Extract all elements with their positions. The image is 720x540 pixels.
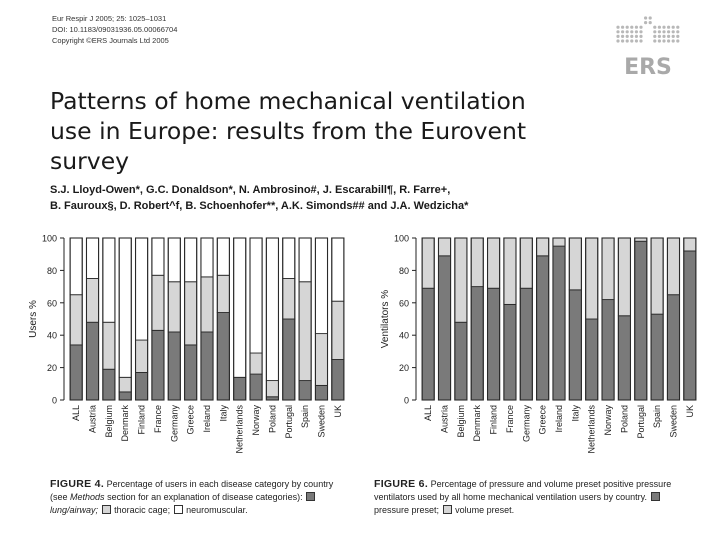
bar-segment-thoracic-cage xyxy=(250,353,262,374)
logo-dot xyxy=(667,26,670,29)
bar-segment-pressure-preset xyxy=(488,288,500,400)
bar-segment-neuromuscular xyxy=(152,238,164,275)
logo-dot xyxy=(658,30,661,33)
logo-dot xyxy=(667,39,670,42)
logo-dot xyxy=(621,39,624,42)
y-axis-label: Users % xyxy=(28,300,39,338)
bar-segment-thoracic-cage xyxy=(332,301,344,359)
bar-segment-pressure-preset xyxy=(455,322,467,400)
logo-dot xyxy=(635,35,638,38)
x-tick-label: Italy xyxy=(570,405,581,422)
logo-dot xyxy=(630,30,633,33)
bar-segment-neuromuscular xyxy=(299,238,311,282)
y-tick-label: 60 xyxy=(46,298,57,309)
x-tick-label: UK xyxy=(332,405,343,418)
logo-dot xyxy=(644,16,647,19)
x-tick-label: Greece xyxy=(185,405,196,435)
logo-dot xyxy=(635,39,638,42)
bar-segment-volume-preset xyxy=(602,238,614,300)
bar-segment-neuromuscular xyxy=(136,238,148,340)
y-tick-label: 100 xyxy=(41,233,57,244)
bar-segment-volume-preset xyxy=(488,238,500,288)
bar-segment-volume-preset xyxy=(422,238,434,288)
bar-segment-neuromuscular xyxy=(201,238,213,277)
logo-dot xyxy=(630,39,633,42)
logo-dot xyxy=(672,35,675,38)
bar-segment-lung-airway xyxy=(152,330,164,400)
logo-dot xyxy=(626,30,629,33)
doi-line: DOI: 10.1183/09031936.05.00066704 xyxy=(52,25,178,34)
x-tick-label: Spain xyxy=(300,405,311,429)
bar-segment-neuromuscular xyxy=(86,238,98,279)
x-tick-label: ALL xyxy=(423,405,434,422)
bar-segment-volume-preset xyxy=(553,238,565,246)
bar-segment-thoracic-cage xyxy=(136,340,148,372)
figure-6-label: FIGURE 6. xyxy=(374,478,429,490)
bar-segment-lung-airway xyxy=(299,381,311,400)
logo-dot xyxy=(649,21,652,24)
bar-segment-lung-airway xyxy=(70,345,82,400)
legend-volume-preset: volume preset. xyxy=(455,505,515,515)
x-tick-label: France xyxy=(504,405,515,434)
bar-segment-lung-airway xyxy=(332,360,344,401)
bar-segment-lung-airway xyxy=(315,385,327,400)
logo-dot xyxy=(616,30,619,33)
bar-segment-neuromuscular xyxy=(332,238,344,301)
bar-segment-volume-preset xyxy=(438,238,450,256)
x-tick-label: Austria xyxy=(87,405,98,434)
logo-dot xyxy=(626,35,629,38)
x-tick-label: Austria xyxy=(439,405,450,434)
bar-segment-thoracic-cage xyxy=(217,275,229,312)
figure-4-chart xyxy=(14,226,354,464)
x-tick-label: Sweden xyxy=(668,405,679,438)
legend-pressure-preset: pressure preset; xyxy=(374,505,440,515)
bar-segment-lung-airway xyxy=(136,372,148,400)
x-tick-label: Denmark xyxy=(120,405,131,442)
logo-dot xyxy=(616,35,619,38)
neuromuscular-swatch xyxy=(174,505,183,514)
figure-6-chart xyxy=(366,226,706,464)
logo-dot xyxy=(662,30,665,33)
logo-dot xyxy=(653,30,656,33)
x-tick-label: Norway xyxy=(603,405,614,436)
bar-segment-neuromuscular xyxy=(70,238,82,295)
logo-dot xyxy=(662,39,665,42)
y-tick-label: 20 xyxy=(398,363,409,374)
logo-dot xyxy=(653,26,656,29)
bar-segment-thoracic-cage xyxy=(168,282,180,332)
figure-4-text-cont: section for an explanation of disease categories): xyxy=(104,492,303,502)
x-tick-label: Norway xyxy=(251,405,262,436)
bar-segment-thoracic-cage xyxy=(283,279,295,320)
authors-line-1: S.J. Lloyd-Owen*, G.C. Donaldson*, N. Ambrosino#, J. Escarabill¶, R. Farre+, xyxy=(50,184,451,196)
bar-segment-volume-preset xyxy=(684,238,696,251)
bar-segment-volume-preset xyxy=(537,238,549,256)
bar-segment-neuromuscular xyxy=(315,238,327,334)
bar-segment-pressure-preset xyxy=(667,295,679,400)
bar-segment-volume-preset xyxy=(455,238,467,322)
x-tick-label: Italy xyxy=(218,405,229,422)
y-axis-label: Ventilators % xyxy=(380,289,391,349)
legend-neuromuscular: neuromuscular. xyxy=(186,505,248,515)
logo-dot xyxy=(662,35,665,38)
logo-dot xyxy=(630,26,633,29)
x-tick-label: Portugal xyxy=(635,405,646,439)
logo-dot xyxy=(653,35,656,38)
logo-dot xyxy=(621,30,624,33)
x-tick-label: Finland xyxy=(136,405,147,435)
bar-segment-thoracic-cage xyxy=(103,322,115,369)
bar-segment-lung-airway xyxy=(185,345,197,400)
figure-4-caption xyxy=(50,478,350,517)
bar-segment-pressure-preset xyxy=(618,316,630,400)
bar-segment-lung-airway xyxy=(86,322,98,400)
x-tick-label: Belgium xyxy=(455,405,466,438)
bar-segment-volume-preset xyxy=(586,238,598,319)
logo-dot xyxy=(672,26,675,29)
x-tick-label: Spain xyxy=(652,405,663,429)
bar-segment-thoracic-cage xyxy=(299,282,311,381)
x-tick-label: Denmark xyxy=(472,405,483,442)
bar-segment-pressure-preset xyxy=(586,319,598,400)
x-tick-label: Germany xyxy=(521,405,532,443)
figure-4-label: FIGURE 4. xyxy=(50,478,105,490)
figure-4-methods: Methods xyxy=(70,492,105,502)
x-tick-label: Poland xyxy=(619,405,630,434)
bar-segment-pressure-preset xyxy=(602,300,614,400)
bar-segment-pressure-preset xyxy=(422,288,434,400)
x-tick-label: Netherlands xyxy=(234,405,245,454)
legend-lung-airway: lung/airway; xyxy=(50,505,99,515)
x-tick-label: UK xyxy=(684,405,695,418)
x-tick-label: Greece xyxy=(537,405,548,435)
y-tick-label: 40 xyxy=(46,330,57,341)
logo-dot xyxy=(639,26,642,29)
ers-lungs-logo xyxy=(612,12,684,88)
lung-airway-swatch xyxy=(306,492,315,501)
bar-segment-neuromuscular xyxy=(103,238,115,322)
bar-segment-neuromuscular xyxy=(185,238,197,282)
y-tick-label: 100 xyxy=(393,233,409,244)
copyright-line: Copyright ©ERS Journals Ltd 2005 xyxy=(52,36,169,45)
logo-dot xyxy=(635,26,638,29)
bar-segment-pressure-preset xyxy=(520,288,532,400)
logo-dot xyxy=(676,35,679,38)
logo-dot xyxy=(639,35,642,38)
y-tick-label: 60 xyxy=(398,298,409,309)
figure-4-text: Percentage of users in each disease category by country (see xyxy=(50,479,334,502)
author-list xyxy=(50,182,670,214)
bar-segment-pressure-preset xyxy=(553,246,565,400)
bar-segment-pressure-preset xyxy=(635,241,647,400)
bar-segment-pressure-preset xyxy=(684,251,696,400)
bar-segment-volume-preset xyxy=(569,238,581,290)
bar-segment-pressure-preset xyxy=(438,256,450,400)
logo-dot xyxy=(616,26,619,29)
bar-segment-lung-airway xyxy=(250,374,262,400)
x-tick-label: Finland xyxy=(488,405,499,435)
pressure-preset-swatch xyxy=(651,492,660,501)
bar-segment-thoracic-cage xyxy=(266,381,278,397)
logo-dot xyxy=(672,39,675,42)
figure-6-text: Percentage of pressure and volume preset positive pressure ventilators used by all home mechanical ventilation users by country. xyxy=(374,479,672,502)
bar-segment-thoracic-cage xyxy=(152,275,164,330)
logo-text: ERS xyxy=(624,55,672,80)
bar-segment-neuromuscular xyxy=(168,238,180,282)
logo-dot xyxy=(653,39,656,42)
bar-segment-neuromuscular xyxy=(283,238,295,279)
x-tick-label: Sweden xyxy=(316,405,327,438)
bar-segment-volume-preset xyxy=(618,238,630,316)
article-title: Patterns of home mechanical ventilation use in Europe: results from the Eurovent survey xyxy=(50,86,527,175)
legend-thoracic-cage: thoracic cage; xyxy=(114,505,171,515)
logo-dot xyxy=(658,26,661,29)
bar-segment-pressure-preset xyxy=(537,256,549,400)
citation-block xyxy=(52,13,177,46)
y-tick-label: 20 xyxy=(46,363,57,374)
logo-dot xyxy=(639,30,642,33)
y-tick-label: 0 xyxy=(403,395,409,406)
bar-segment-pressure-preset xyxy=(569,290,581,400)
bar-segment-lung-airway xyxy=(217,313,229,400)
logo-dot xyxy=(626,26,629,29)
x-tick-label: Belgium xyxy=(103,405,114,438)
logo-dot xyxy=(621,26,624,29)
x-tick-label: Ireland xyxy=(554,405,564,433)
bar-segment-neuromuscular xyxy=(217,238,229,275)
logo-dot xyxy=(676,26,679,29)
logo-dot xyxy=(667,30,670,33)
x-tick-label: Ireland xyxy=(202,405,212,433)
bar-segment-thoracic-cage xyxy=(86,279,98,323)
logo-dot xyxy=(667,35,670,38)
bar-segment-lung-airway xyxy=(234,377,246,400)
x-tick-label: Poland xyxy=(267,405,278,434)
x-tick-label: Germany xyxy=(169,405,180,443)
logo-dot xyxy=(621,35,624,38)
bar-segment-volume-preset xyxy=(651,238,663,314)
logo-dot xyxy=(639,39,642,42)
bar-segment-volume-preset xyxy=(520,238,532,288)
bar-segment-lung-airway xyxy=(103,369,115,400)
bar-segment-neuromuscular xyxy=(234,238,246,377)
logo-dot xyxy=(649,16,652,19)
bar-segment-thoracic-cage xyxy=(201,277,213,332)
bar-segment-lung-airway xyxy=(201,332,213,400)
bar-segment-thoracic-cage xyxy=(70,295,82,345)
y-tick-label: 0 xyxy=(51,395,57,406)
logo-dot xyxy=(676,39,679,42)
bar-segment-lung-airway xyxy=(283,319,295,400)
y-tick-label: 80 xyxy=(46,265,57,276)
logo-dot xyxy=(658,39,661,42)
bar-segment-volume-preset xyxy=(667,238,679,295)
bar-segment-neuromuscular xyxy=(266,238,278,381)
figure-6-caption xyxy=(374,478,694,517)
bar-segment-lung-airway xyxy=(119,392,131,400)
logo-dot xyxy=(630,35,633,38)
bar-segment-lung-airway xyxy=(168,332,180,400)
logo-dots-icon xyxy=(616,16,679,42)
y-tick-label: 40 xyxy=(398,330,409,341)
bar-segment-thoracic-cage xyxy=(315,334,327,386)
thoracic-cage-swatch xyxy=(102,505,111,514)
logo-dot xyxy=(662,26,665,29)
logo-dot xyxy=(676,30,679,33)
logo-dot xyxy=(672,30,675,33)
citation-line: Eur Respir J 2005; 25: 1025–1031 xyxy=(52,14,167,23)
logo-dot xyxy=(635,30,638,33)
authors-line-2: B. Fauroux§, D. Robert^f, B. Schoenhofer**, A.K. Simonds## and J.A. Wedzicha* xyxy=(50,200,469,212)
bar-segment-pressure-preset xyxy=(651,314,663,400)
x-tick-label: France xyxy=(152,405,163,434)
bar-segment-volume-preset xyxy=(471,238,483,287)
bar-segment-neuromuscular xyxy=(119,238,131,377)
logo-dot xyxy=(644,21,647,24)
bar-segment-pressure-preset xyxy=(504,304,516,400)
x-tick-label: ALL xyxy=(71,405,82,422)
y-tick-label: 80 xyxy=(398,265,409,276)
bar-segment-pressure-preset xyxy=(471,287,483,400)
bar-segment-thoracic-cage xyxy=(185,282,197,345)
logo-dot xyxy=(626,39,629,42)
x-tick-label: Portugal xyxy=(283,405,294,439)
bar-segment-neuromuscular xyxy=(250,238,262,353)
bar-segment-thoracic-cage xyxy=(119,377,131,392)
volume-preset-swatch xyxy=(443,505,452,514)
logo-dot xyxy=(616,39,619,42)
bar-segment-volume-preset xyxy=(504,238,516,304)
x-tick-label: Netherlands xyxy=(586,405,597,454)
logo-dot xyxy=(658,35,661,38)
